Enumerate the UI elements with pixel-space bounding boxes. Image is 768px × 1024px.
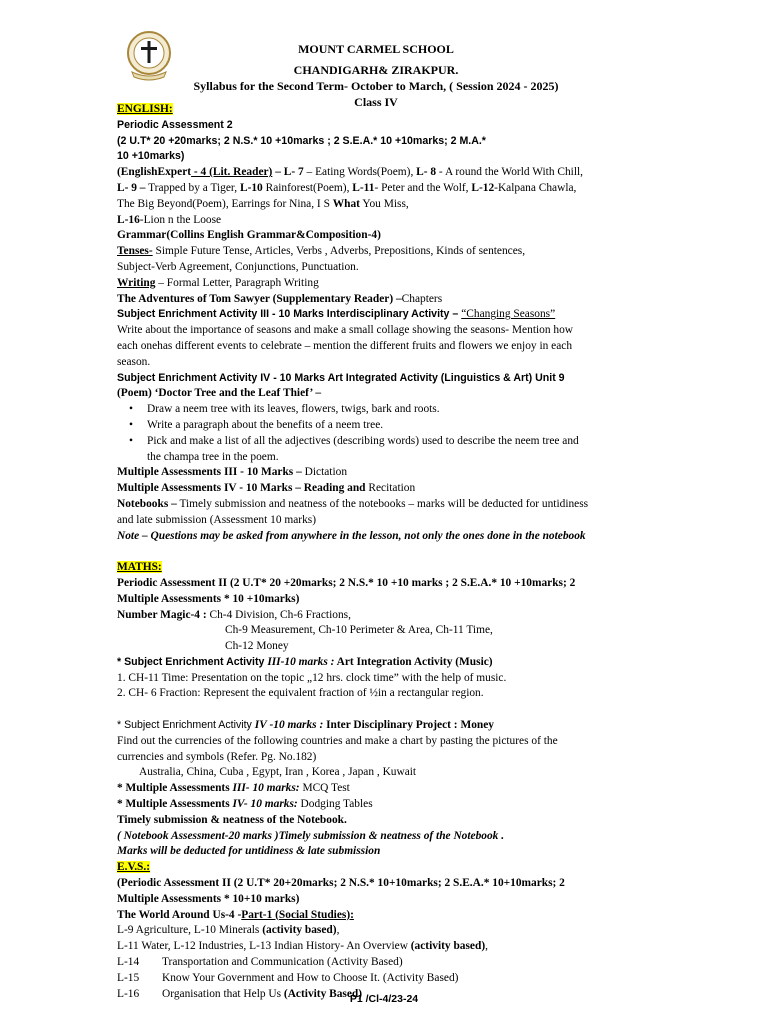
list-item: • Write a paragraph about the benefits of a neem tree. bbox=[147, 418, 657, 434]
syllabus-body bbox=[117, 102, 657, 1002]
maths-activity: 1. CH-11 Time: Presentation on the topic „12 hrs. clock time” with the help of music. bbox=[117, 671, 507, 684]
school-city: CHANDIGARH& ZIRAKPUR. bbox=[293, 63, 459, 77]
english-note: Note – Questions may be asked from anywhere in the lesson, not only the ones done in the notebook bbox=[117, 529, 586, 542]
school-name: MOUNT CARMEL SCHOOL bbox=[298, 42, 454, 56]
evs-pa-line: Multiple Assessments * 10+10 marks) bbox=[117, 892, 300, 905]
english-sea4-title: Subject Enrichment Activity IV - 10 Marks Art Integrated Activity (Linguistics & Art) Unit 9 bbox=[117, 371, 565, 384]
english-sea3-text: each onehas different events to celebrate – mention the different fruits and flowers we enjoy in each bbox=[117, 339, 573, 352]
notebooks-line: and late submission (Assessment 10 marks) bbox=[117, 513, 316, 526]
maths-ma4-line: * Multiple Assessments IV- 10 marks: Dodging Tables bbox=[117, 798, 373, 811]
maths-marks-line: Marks will be deducted for untidiness & late submission bbox=[117, 845, 381, 858]
evs-lesson: L-9 Agriculture, L-10 Minerals (activity based), bbox=[117, 924, 340, 937]
syllabus-title: Syllabus for the Second Term- October to March, ( Session 2024 - 2025) bbox=[193, 79, 559, 93]
maths-heading: MATHS: bbox=[117, 561, 162, 574]
maths-ma3-line: * Multiple Assessments III- 10 marks: MCQ Test bbox=[117, 782, 350, 795]
notebooks-line: Notebooks – Timely submission and neatness of the notebooks – marks will be deducted for untidiness bbox=[117, 497, 589, 510]
english-sea3-text: Write about the importance of seasons and make a small collage showing the seasons- Mention how bbox=[117, 324, 573, 337]
maths-sea4-title: * Subject Enrichment Activity IV -10 marks : Inter Disciplinary Project : Money bbox=[117, 719, 494, 732]
english-lessons-line: The Big Beyond(Poem), Earrings for Nina, I S What You Miss, bbox=[117, 197, 409, 210]
tenses-line: Subject-Verb Agreement, Conjunctions, Punctuation. bbox=[117, 260, 359, 273]
evs-lesson: L-11 Water, L-12 Industries, L-13 Indian History- An Overview (activity based), bbox=[117, 940, 488, 953]
maths-sea3-title: * Subject Enrichment Activity III-10 marks : Art Integration Activity (Music) bbox=[117, 655, 493, 668]
maths-pa-line: Periodic Assessment II (2 U.T* 20 +20marks; 2 N.S.* 10 +10 marks ; 2 S.E.A.* 10 +10marks; 2 bbox=[117, 576, 576, 589]
supplementary-reader-line: The Adventures of Tom Sawyer (Supplementary Reader) –Chapters bbox=[117, 292, 443, 305]
english-lessons-line: L- 9 – Trapped by a Tiger, L-10 Rainforest(Poem), L-11- Peter and the Wolf, L-12-Kalpana Chawla, bbox=[117, 181, 577, 194]
maths-project-text: currencies and symbols (Refer. Pg. No.182) bbox=[117, 750, 317, 763]
evs-lesson: L-14 Transportation and Communication (Activity Based) bbox=[117, 956, 403, 969]
english-heading: ENGLISH: bbox=[117, 103, 173, 115]
english-ma3-line: Multiple Assessments III - 10 Marks – Dictation bbox=[117, 466, 348, 479]
maths-notebook-line: ( Notebook Assessment-20 marks )Timely submission & neatness of the Notebook . bbox=[117, 829, 505, 842]
maths-project-text: Find out the currencies of the following countries and make a chart by pasting the pictures of the bbox=[117, 734, 558, 747]
english-reader-line: (EnglishExpert - 4 (Lit. Reader) – L- 7 – Eating Words(Poem), L- 8 - A round the World With Chill, bbox=[117, 166, 583, 179]
maths-timely-line: Timely submission & neatness of the Notebook. bbox=[117, 813, 347, 826]
grammar-title: Grammar(Collins English Grammar&Composition-4) bbox=[117, 229, 381, 242]
class-title: Class IV bbox=[354, 95, 398, 109]
evs-lesson: L-16 Organisation that Help Us (Activity Based) bbox=[117, 987, 363, 1000]
maths-pa-line: Multiple Assessments * 10 +10marks) bbox=[117, 592, 300, 605]
number-magic-line: Ch-12 Money bbox=[225, 640, 289, 653]
english-pa-line: (2 U.T* 20 +20marks; 2 N.S.* 10 +10marks ; 2 S.E.A.* 10 +10marks; 2 M.A.* bbox=[117, 134, 486, 147]
number-magic-line: Number Magic-4 : Ch-4 Division, Ch-6 Fractions, bbox=[117, 608, 351, 621]
english-ma4-line: Multiple Assessments IV - 10 Marks – Reading and Recitation bbox=[117, 482, 416, 495]
evs-pa-line: (Periodic Assessment II (2 U.T* 20+20marks; 2 N.S.* 10+10marks; 2 S.E.A.* 10+10marks; 2 bbox=[117, 877, 565, 890]
page-footer: P1 /Cl-4/23-24 bbox=[349, 993, 419, 1005]
neem-activity-list bbox=[117, 402, 657, 465]
evs-heading: E.V.S.: bbox=[117, 861, 151, 874]
evs-lesson: L-15 Know Your Government and How to Choose It. (Activity Based) bbox=[117, 971, 459, 984]
english-sea4-title: (Poem) ‘Doctor Tree and the Leaf Thief’ – bbox=[117, 387, 322, 400]
english-sea3-text: season. bbox=[117, 355, 151, 368]
list-item-continued: the champa tree in the poem. bbox=[147, 450, 279, 463]
english-pa-line: 10 +10marks) bbox=[117, 150, 185, 163]
list-item: • Draw a neem tree with its leaves, flowers, twigs, bark and roots. bbox=[147, 402, 657, 418]
list-item: • Pick and make a list of all the adjectives (describing words) used to describe the neem tree and bbox=[147, 434, 657, 450]
tenses-line: Tenses- Simple Future Tense, Articles, Verbs , Adverbs, Prepositions, Kinds of sentences, bbox=[117, 245, 526, 258]
english-sea3-title: Subject Enrichment Activity III - 10 Marks Interdisciplinary Activity – “Changing Seasons” bbox=[117, 308, 556, 321]
countries-list: Australia, China, Cuba , Egypt, Iran , Korea , Japan , Kuwait bbox=[139, 766, 417, 779]
english-lessons-line: L-16-Lion n the Loose bbox=[117, 213, 222, 226]
number-magic-line: Ch-9 Measurement, Ch-10 Perimeter & Area, Ch-11 Time, bbox=[225, 624, 493, 637]
evs-book-title: The World Around Us-4 -Part-1 (Social Studies): bbox=[117, 908, 354, 921]
writing-line: Writing – Formal Letter, Paragraph Writing bbox=[117, 276, 319, 289]
english-pa-title: Periodic Assessment 2 bbox=[117, 118, 233, 131]
maths-activity: 2. CH- 6 Fraction: Represent the equivalent fraction of ½in a rectangular region. bbox=[117, 687, 484, 700]
